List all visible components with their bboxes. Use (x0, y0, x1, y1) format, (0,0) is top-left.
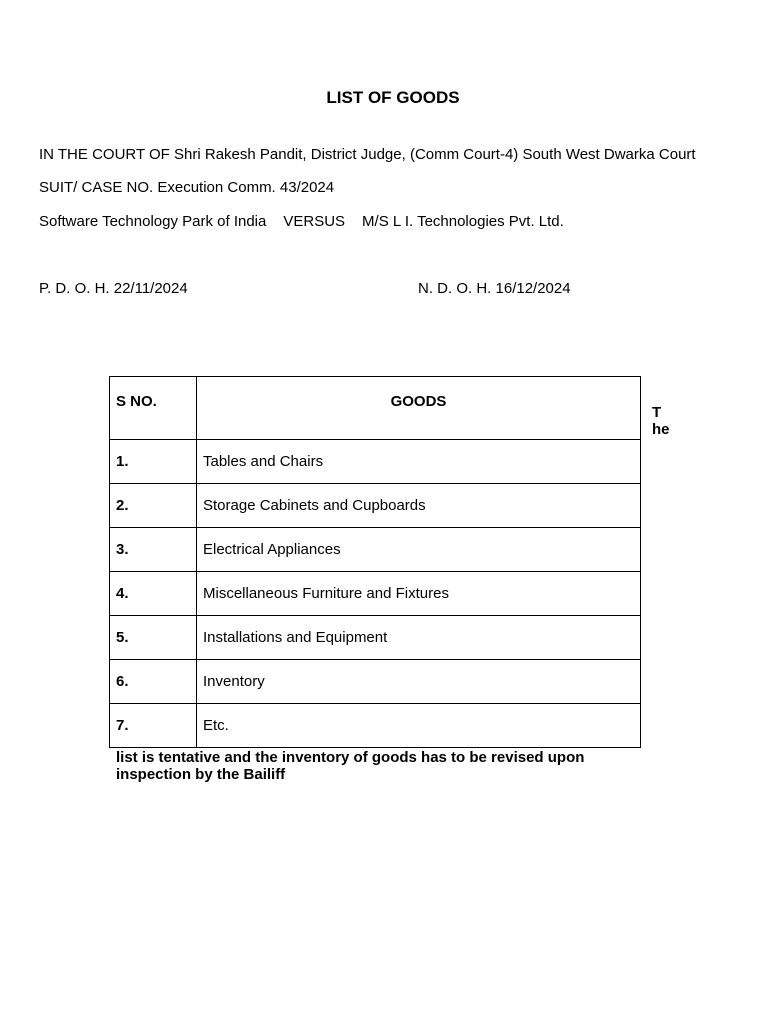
header-sno: S NO. (110, 377, 197, 440)
table-row (110, 528, 641, 572)
table-row (110, 616, 641, 660)
table-row (110, 484, 641, 528)
case-number-line: SUIT/ CASE NO. Execution Comm. 43/2024 (39, 179, 335, 196)
table-row (110, 704, 641, 748)
row-goods: Tables and Chairs (197, 440, 641, 484)
row-sno: 5. (110, 616, 197, 660)
table-row (110, 660, 641, 704)
inventory-note: list is tentative and the inventory of goods has to be revised upon inspection by the Bailiff (116, 749, 585, 783)
side-note-line2: he (652, 421, 670, 438)
row-sno: 7. (110, 704, 197, 748)
row-goods: Inventory (197, 660, 641, 704)
parties-line (39, 213, 564, 230)
row-goods: Electrical Appliances (197, 528, 641, 572)
header-goods: GOODS (197, 377, 641, 440)
court-line: IN THE COURT OF Shri Rakesh Pandit, District Judge, (Comm Court-4) South West Dwarka Court (39, 146, 696, 163)
versus-label: VERSUS (283, 213, 346, 230)
petitioner-name: Software Technology Park of India (39, 213, 267, 230)
side-note-line1: T (652, 404, 662, 421)
next-date-of-hearing: N. D. O. H. 16/12/2024 (418, 280, 571, 297)
row-sno: 2. (110, 484, 197, 528)
table-header-row (110, 377, 641, 440)
goods-table (109, 376, 641, 748)
row-goods: Installations and Equipment (197, 616, 641, 660)
table-row (110, 440, 641, 484)
row-goods: Miscellaneous Furniture and Fixtures (197, 572, 641, 616)
document-title: LIST OF GOODS (326, 88, 460, 107)
respondent-name: M/S L I. Technologies Pvt. Ltd. (362, 213, 564, 230)
row-sno: 4. (110, 572, 197, 616)
table-row (110, 572, 641, 616)
row-sno: 6. (110, 660, 197, 704)
row-goods: Etc. (197, 704, 641, 748)
row-sno: 1. (110, 440, 197, 484)
previous-date-of-hearing: P. D. O. H. 22/11/2024 (39, 280, 188, 297)
row-sno: 3. (110, 528, 197, 572)
side-note-fragment (652, 404, 682, 438)
row-goods: Storage Cabinets and Cupboards (197, 484, 641, 528)
